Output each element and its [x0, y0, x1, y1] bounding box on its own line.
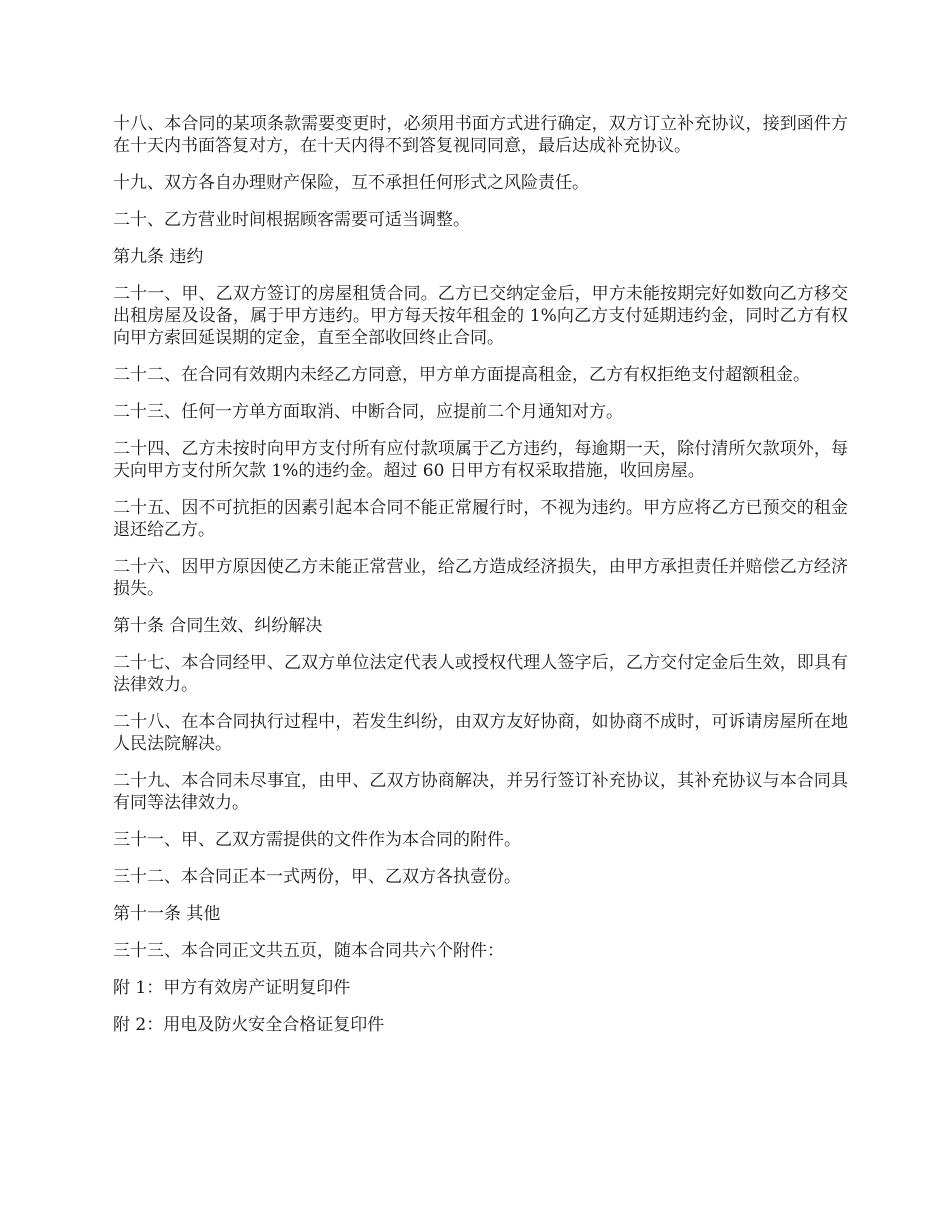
clause-19: 十九、双方各自办理财产保险，互不承担任何形式之风险责任。: [113, 173, 589, 193]
clause-20: 二十、乙方营业时间根据顾客需要可适当调整。: [113, 210, 470, 230]
clause-21: 二十一、甲、乙双方签订的房屋租赁合同。乙方已交纳定金后，甲方未能按期完好如数向乙方移交出租房屋及设备，属于甲方违约。甲方每天按年租金的 1%向乙方支付延期违约金，同时乙方有权向甲方索回延误期的定金，直至全部收回终止合同。: [113, 284, 848, 348]
attachment-2: 附 2：用电及防火安全合格证复印件: [113, 1015, 385, 1035]
clause-26: 二十六、因甲方原因使乙方未能正常营业，给乙方造成经济损失，由甲方承担责任并赔偿乙方经济损失。: [113, 557, 848, 599]
section-heading-effect: 第十条 合同生效、纠纷解决: [113, 616, 323, 636]
clause-23: 二十三、任何一方单方面取消、中断合同，应提前二个月通知对方。: [113, 402, 623, 422]
document-body: [113, 113, 848, 1051]
section-heading-other: 第十一条 其他: [113, 904, 221, 924]
clause-31: 三十一、甲、乙双方需提供的文件作为本合同的附件。: [113, 830, 521, 850]
clause-28: 二十八、在本合同执行过程中，若发生纠纷，由双方友好协商，如协商不成时，可诉请房屋所在地人民法院解决。: [113, 712, 848, 754]
clause-18: 十八、本合同的某项条款需要变更时，必须用书面方式进行确定，双方订立补充协议，接到函件方在十天内书面答复对方，在十天内得不到答复视同同意，最后达成补充协议。: [113, 114, 848, 156]
clause-32: 三十二、本合同正本一式两份，甲、乙双方各执壹份。: [113, 867, 521, 887]
clause-33: 三十三、本合同正文共五页，随本合同共六个附件：: [113, 941, 504, 961]
attachment-1: 附 1：甲方有效房产证明复印件: [113, 978, 351, 998]
section-heading-breach: 第九条 违约: [113, 247, 204, 267]
clause-27: 二十七、本合同经甲、乙双方单位法定代表人或授权代理人签字后，乙方交付定金后生效，即具有法律效力。: [113, 653, 848, 695]
clause-24: 二十四、乙方未按时向甲方支付所有应付款项属于乙方违约，每逾期一天，除付清所欠款项外，每天向甲方支付所欠款 1%的违约金。超过 60 日甲方有权采取措施，收回房屋。: [113, 439, 848, 481]
clause-29: 二十九、本合同未尽事宜，由甲、乙双方协商解决，并另行签订补充协议，其补充协议与本合同具有同等法律效力。: [113, 771, 848, 813]
clause-22: 二十二、在合同有效期内未经乙方同意，甲方单方面提高租金，乙方有权拒绝支付超额租金。: [113, 365, 810, 385]
clause-25: 二十五、因不可抗拒的因素引起本合同不能正常履行时，不视为违约。甲方应将乙方已预交的租金退还给乙方。: [113, 498, 848, 540]
